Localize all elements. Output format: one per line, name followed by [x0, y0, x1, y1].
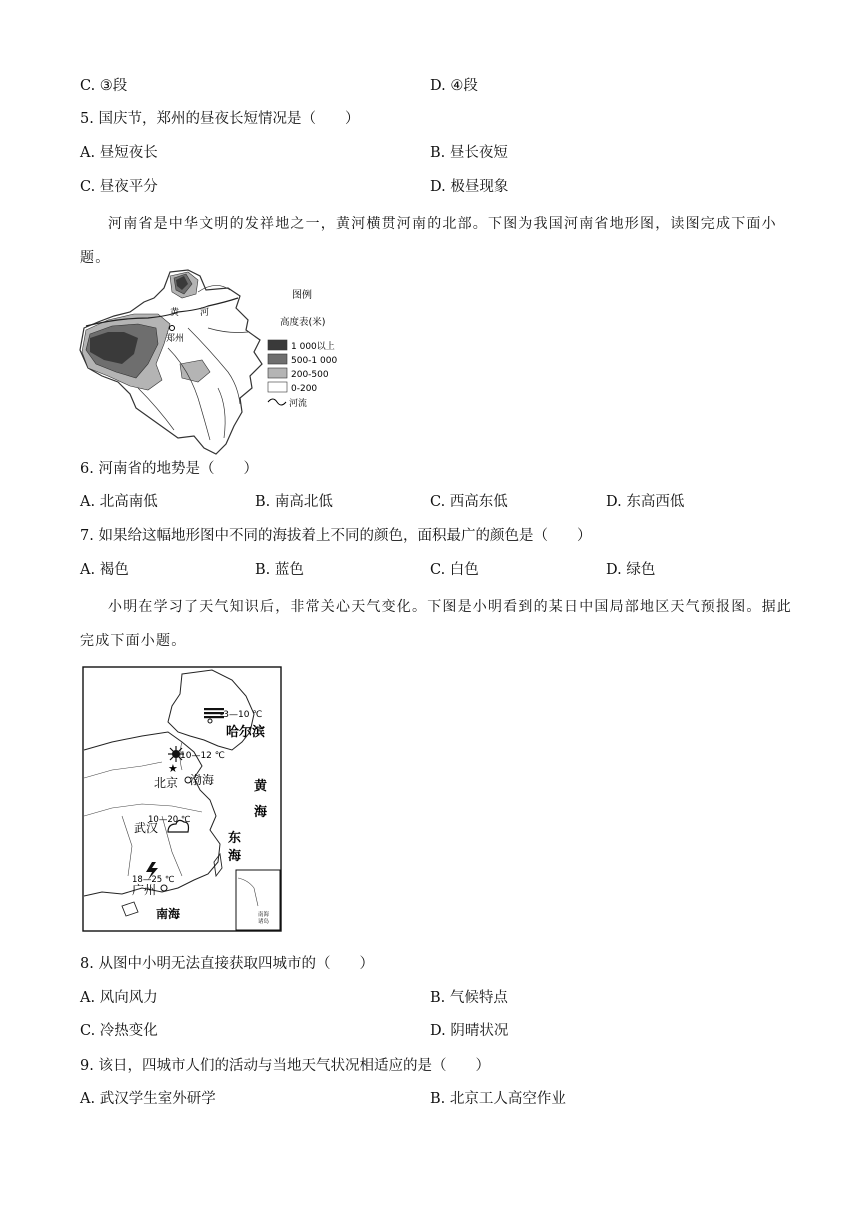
beijing-label: 北京 [154, 776, 179, 790]
harbin-label: 哈尔滨 [226, 725, 266, 740]
q6-option-a: A. 北高南低 [80, 494, 158, 510]
q6-option-c: C. 西高东低 [430, 494, 508, 510]
q9-stem: 9. 该日，四城市人们的活动与当地天气状况相适应的是（ ） [80, 1058, 490, 1074]
q7-option-d: D. 绿色 [606, 562, 656, 578]
q4-option-d: D. ④段 [430, 78, 478, 94]
zhengzhou-label: 郑州 [166, 334, 185, 344]
q5-option-a: A. 昼短夜长 [80, 145, 158, 161]
wuhan-label: 武汉 [134, 821, 159, 835]
q5-option-c: C. 昼夜平分 [80, 179, 158, 195]
legend-swatch-200 [268, 368, 287, 378]
q7-option-a: A. 褐色 [80, 562, 129, 578]
nanhai-label: 南海 [156, 907, 181, 921]
q9-option-b: B. 北京工人高空作业 [430, 1091, 566, 1107]
legend-label-500: 500-1 000 [291, 356, 338, 366]
beijing-temp: 10—12 ℃ [180, 751, 225, 761]
legend-label-1000: 1 000以上 [291, 342, 335, 352]
capital-star-icon: ★ [168, 762, 178, 775]
huanghai-label-2: 海 [254, 805, 268, 820]
river-legend-icon [268, 399, 286, 405]
q6-stem: 6. 河南省的地势是（ ） [80, 461, 258, 477]
donghai-label-1: 东 [228, 831, 242, 846]
q8-option-b: B. 气候特点 [430, 990, 508, 1006]
q9-option-a: A. 武汉学生室外研学 [80, 1091, 216, 1107]
q7-option-b: B. 蓝色 [255, 562, 304, 578]
guangzhou-label: 广州 [132, 883, 157, 897]
bohai-label: 渤海 [190, 773, 215, 787]
river-label-he: 河 [200, 308, 210, 318]
q4-option-c: C. ③段 [80, 78, 128, 94]
q5-option-d: D. 极昼现象 [430, 179, 509, 195]
inset-label-1: 南海 [258, 912, 270, 918]
legend-subtitle: 高度表(米) [280, 317, 326, 328]
q5-option-b: B. 昼长夜短 [430, 145, 508, 161]
legend-title: 图例 [292, 290, 312, 301]
passage-henan: 河南省是中华文明的发祥地之一，黄河横贯河南的北部。下图为我国河南省地形图，读图完成下面小题。 [80, 216, 777, 266]
q7-stem: 7. 如果给这幅地形图中不同的海拔着上不同的颜色，面积最广的颜色是（ ） [80, 528, 592, 544]
huanghai-label-1: 黄 [254, 779, 268, 794]
harbin-temp: -3—10 ℃ [220, 710, 263, 720]
henan-topographic-map [78, 268, 388, 458]
q5-stem: 5. 国庆节，郑州的昼夜长短情况是（ ） [80, 111, 360, 127]
guangzhou-temp: 18—25 ℃ [132, 875, 175, 885]
q6-option-d: D. 东高西低 [606, 494, 685, 510]
legend-swatch-0 [268, 382, 287, 392]
q8-option-c: C. 冷热变化 [80, 1023, 158, 1039]
q8-stem: 8. 从图中小明无法直接获取四城市的（ ） [80, 956, 374, 972]
q8-option-d: D. 阴晴状况 [430, 1023, 509, 1039]
wuhan-temp: 10—20 ℃ [148, 815, 191, 825]
q6-option-b: B. 南高北低 [255, 494, 333, 510]
legend-label-200: 200-500 [291, 370, 329, 380]
q8-option-a: A. 风向风力 [80, 990, 158, 1006]
passage-weather: 小明在学习了天气知识后，非常关心天气变化。下图是小明看到的某日中国局部地区天气预报图。据此完成下面小题。 [80, 599, 792, 649]
river-label-huang: 黄 [170, 308, 180, 318]
q7-option-c: C. 白色 [430, 562, 479, 578]
inset-label-2: 诸岛 [258, 919, 270, 925]
weather-forecast-map [82, 666, 282, 932]
legend-swatch-1000 [268, 340, 287, 350]
legend-swatch-500 [268, 354, 287, 364]
legend-label-river: 河流 [289, 399, 308, 409]
donghai-label-2: 海 [228, 849, 242, 864]
legend-label-0: 0-200 [291, 384, 318, 394]
